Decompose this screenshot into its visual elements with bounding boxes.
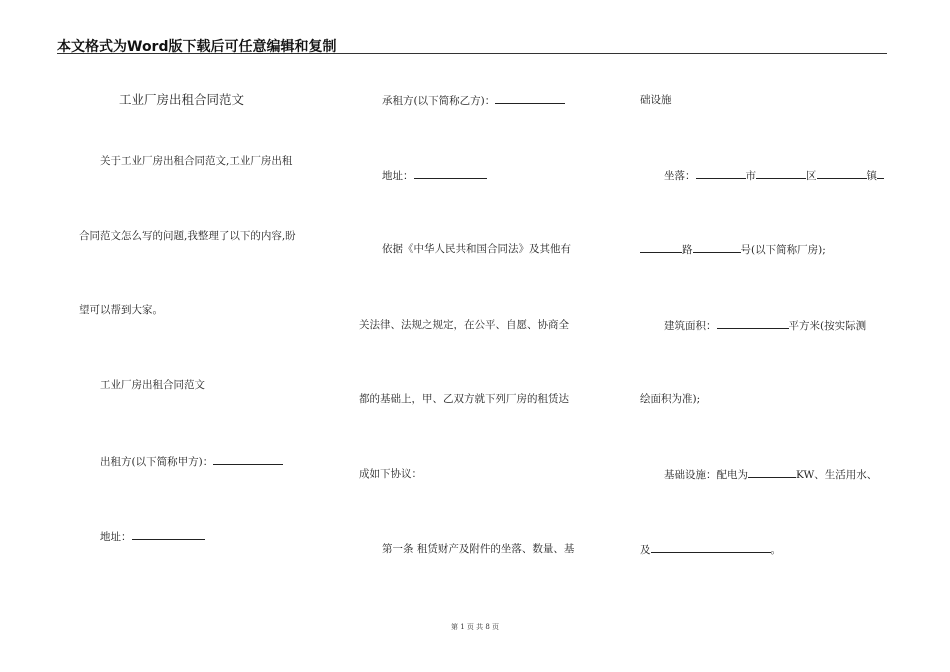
page-number: 第 1 页 共 8 页 [450, 623, 500, 631]
area-note: 绘面积为准); [640, 393, 701, 405]
road-label: 路 [682, 244, 693, 256]
document-title: 工业厂房出租合同范文 [119, 92, 245, 107]
body-line-2: 关法律、法规之规定，在公平、自愿、协商全 [359, 319, 569, 331]
body-line-4: 成如下协议： [359, 468, 422, 480]
district-label: 区 [806, 170, 817, 182]
intro-line-1: 关于工业厂房出租合同范文,工业厂房出租 [100, 155, 293, 167]
road-line [640, 242, 826, 257]
intro-line-3: 望可以帮到大家。 [79, 304, 163, 316]
infrastructure-line [664, 467, 877, 482]
and-label: 及 [640, 544, 651, 556]
lessor-address-blank [132, 529, 205, 540]
facilities-blank [651, 542, 771, 553]
town-trailing-blank [877, 168, 884, 179]
lessee-address-label: 地址： [382, 170, 414, 182]
number-blank [693, 242, 741, 253]
period: 。 [770, 544, 781, 556]
article-one-line: 第一条 租赁财产及附件的坐落、数量、基 [382, 543, 575, 555]
area-unit: 平方米(按实际测 [788, 320, 867, 332]
area-label: 建筑面积： [664, 320, 717, 332]
lessor-blank [213, 454, 283, 465]
area-line [664, 318, 866, 333]
document-header: 本文格式为Word版下载后可任意编辑和复制 [57, 39, 337, 55]
town-blank [817, 168, 867, 179]
lessor-address-line [100, 529, 205, 544]
other-facilities-line [640, 542, 781, 557]
road-blank [640, 242, 682, 253]
number-label: 号(以下简称厂房); [740, 244, 826, 256]
area-blank [717, 318, 789, 329]
infrastructure-suffix: KW、生活用水、 [796, 469, 878, 481]
lessee-address-line [382, 168, 487, 183]
town-label: 镇 [866, 170, 877, 182]
location-label: 坐落： [664, 170, 696, 182]
power-blank [748, 467, 796, 478]
lessee-blank [495, 93, 565, 104]
city-label: 市 [745, 170, 756, 182]
lessor-address-label: 地址： [100, 531, 132, 543]
lessor-line [100, 454, 283, 469]
district-blank [756, 168, 806, 179]
lessor-label: 出租方(以下简称甲方)： [100, 456, 214, 468]
lessee-address-blank [414, 168, 487, 179]
body-line-1: 依据《中华人民共和国合同法》及其他有 [382, 243, 571, 255]
lessee-line [382, 93, 565, 108]
section-subtitle: 工业厂房出租合同范文 [100, 379, 205, 391]
body-line-3: 都的基础上，甲、乙双方就下列厂房的租赁达 [359, 393, 569, 405]
lessee-label: 承租方(以下简称乙方)： [382, 95, 496, 107]
header-divider [57, 53, 887, 54]
city-blank [696, 168, 746, 179]
location-line [664, 168, 884, 183]
infrastructure-label: 基础设施：配电为 [664, 469, 748, 481]
intro-line-2: 合同范文怎么写的问题,我整理了以下的内容,盼 [79, 230, 296, 242]
infra-continuation: 础设施 [640, 94, 672, 106]
